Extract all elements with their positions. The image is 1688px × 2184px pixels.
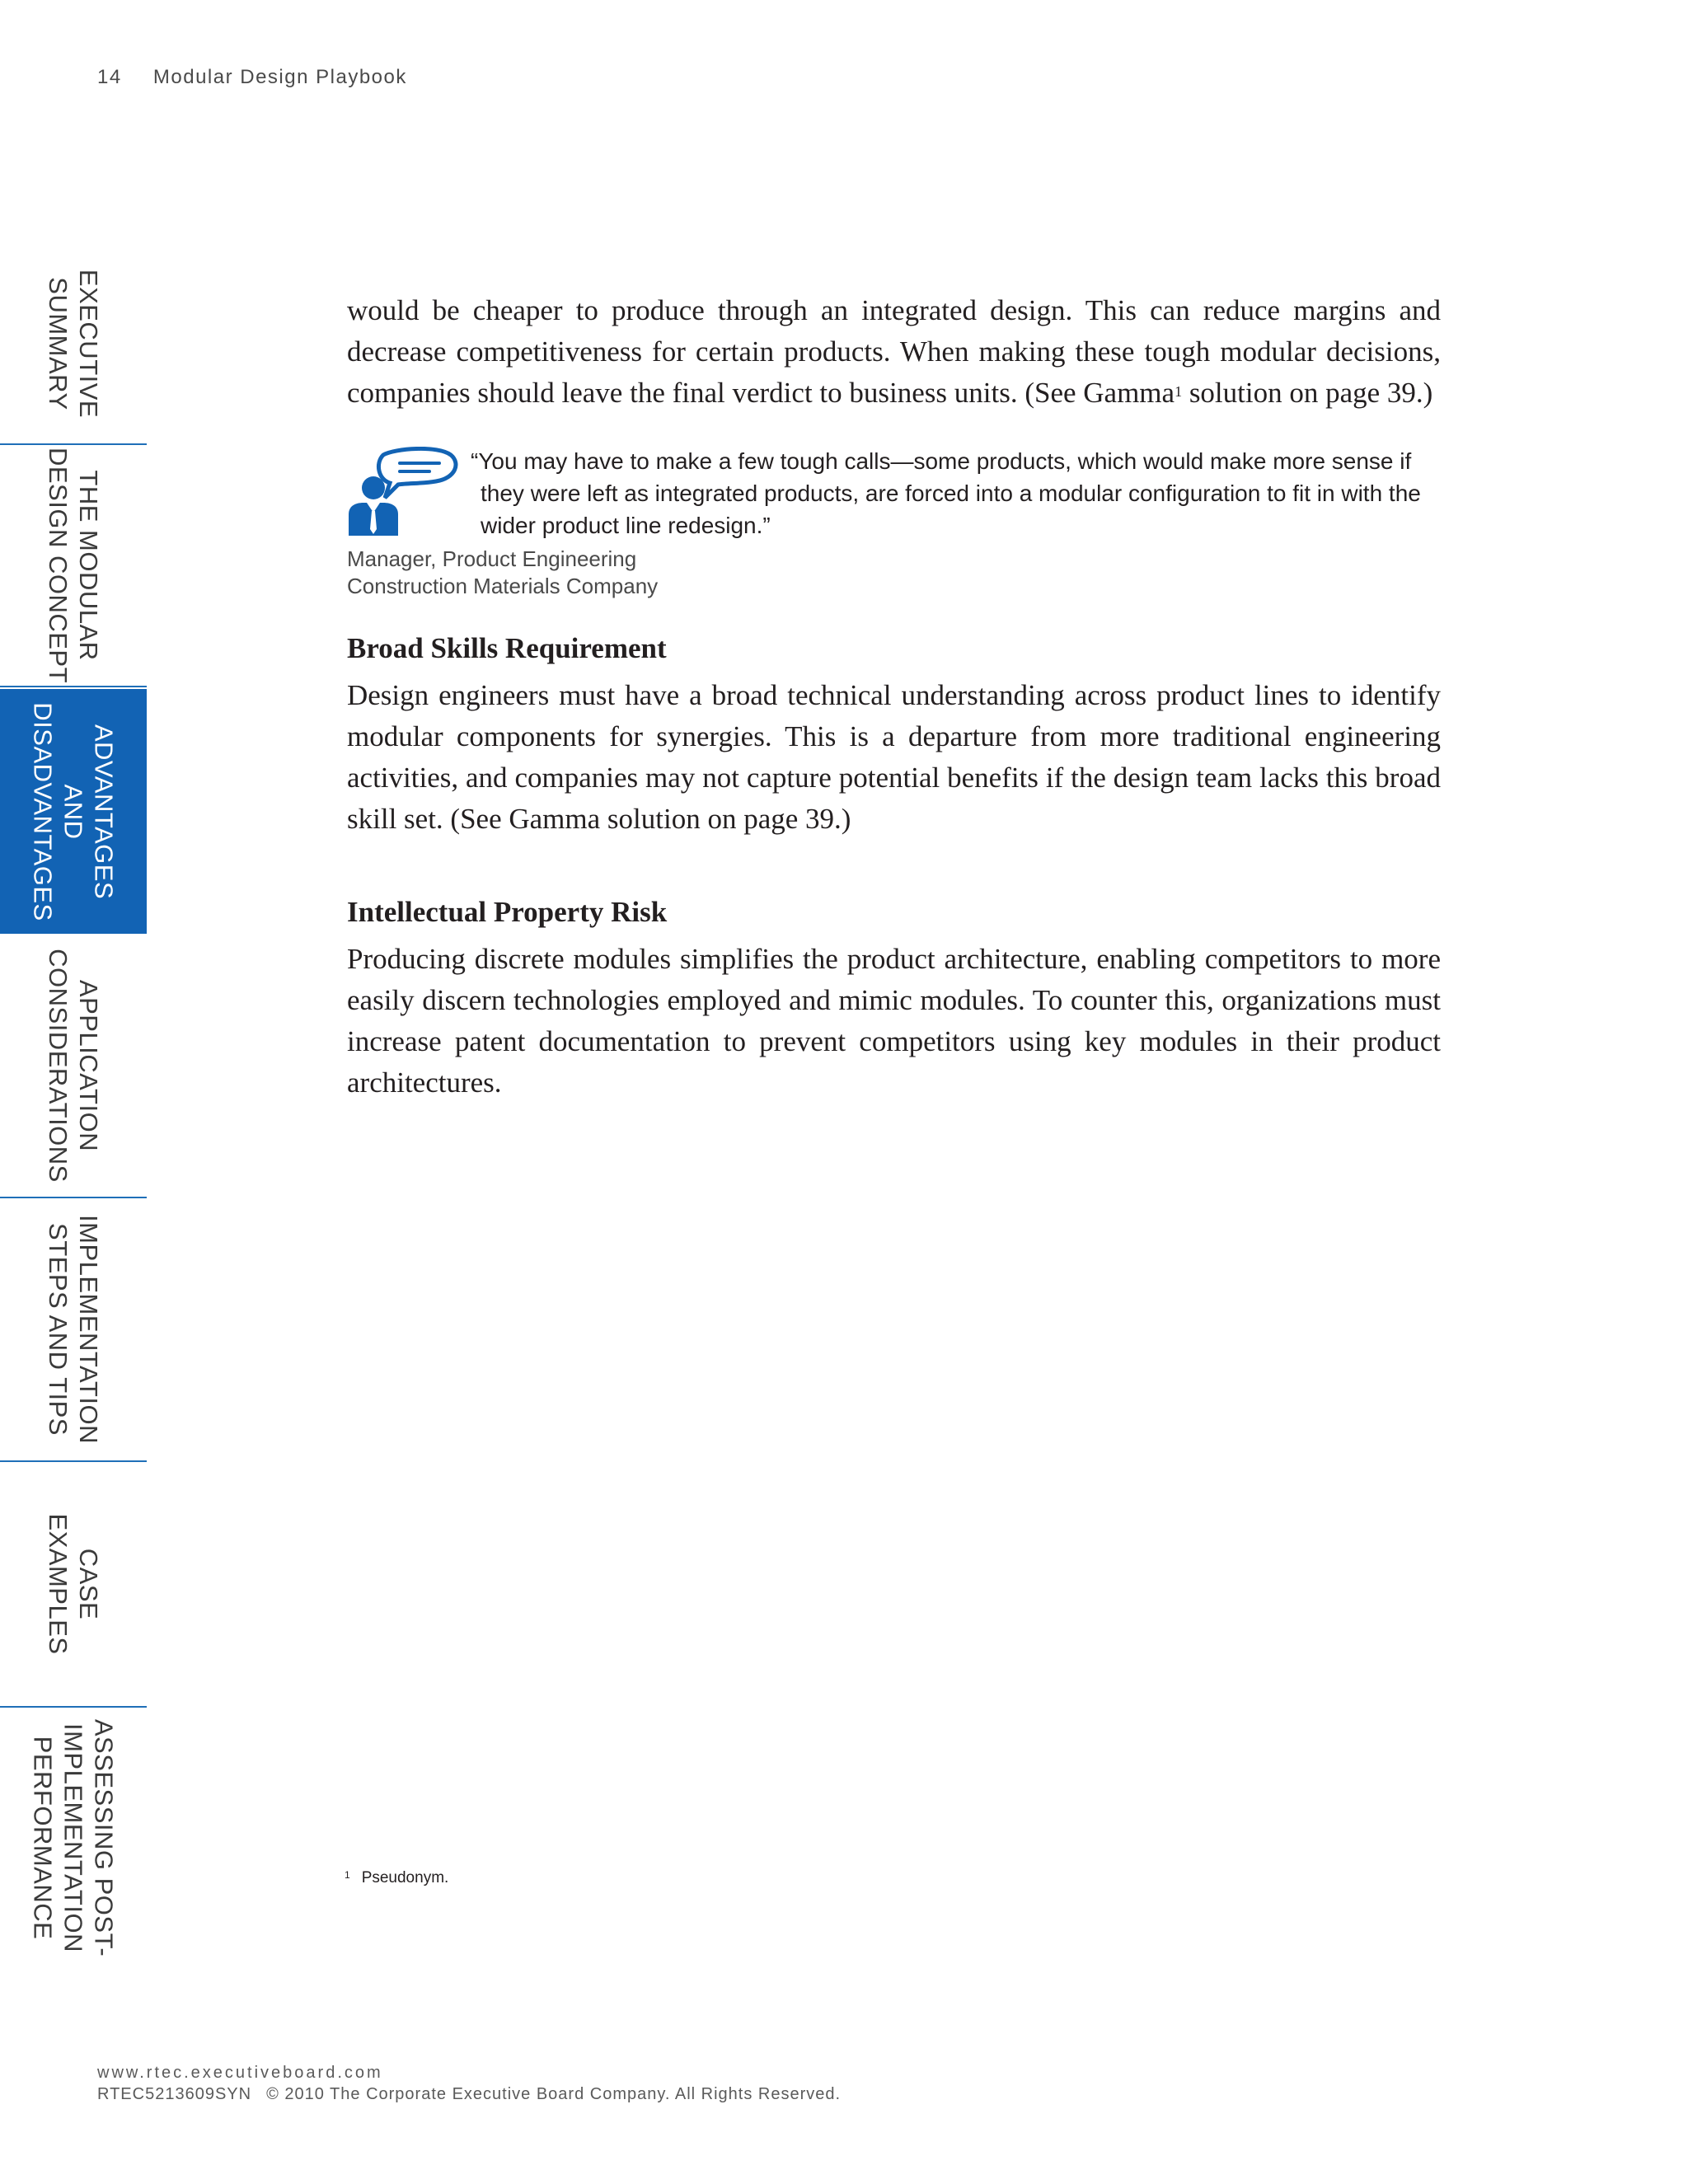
- tab-label: ADVANTAGES AND DISADVANTAGES: [28, 701, 119, 921]
- footer-url[interactable]: www.rtec.executiveboard.com: [97, 2064, 383, 2082]
- page-number: 14: [97, 66, 122, 88]
- intro-paragraph: would be cheaper to produce through an integrated design. This can reduce margins and decrease competitiveness for certain products. When making these tough modular decisions, companies should leave the final verdict to business units. (See Gamma$^1$ solution on page 39.): [347, 294, 1441, 409]
- footer-copyright: © 2010 The Corporate Executive Board Company. All Rights Reserved.: [266, 2085, 842, 2103]
- tab-case-examples[interactable]: [0, 1462, 147, 1708]
- tab-advantages-disadvantages[interactable]: [0, 689, 147, 934]
- section-body-broad-skills: Design engineers must have a broad technical understanding across product lines to identify modular components for synergies. This is a departure from more traditional engineering activities, and companies may not capture potential benefits if the design team lacks this broad skill set. (See Gamma solution on page 39.): [347, 679, 1441, 835]
- tab-label: EXECUTIVE SUMMARY: [44, 269, 103, 418]
- attribution-org: Construction Materials Company: [347, 574, 659, 598]
- footnote: [345, 1869, 448, 1887]
- tab-modular-design-concept[interactable]: [0, 445, 147, 687]
- quote-block: [347, 445, 1441, 598]
- tab-executive-summary[interactable]: [0, 243, 147, 445]
- footer-code: RTEC5213609SYN: [97, 2085, 252, 2103]
- main-content: [347, 290, 1441, 1104]
- quote-text: “You may have to make a few tough calls—some products, which would make more sense if they were left as integrated products, are forced into a modular configuration to fit in with the wider product line redesign.”: [471, 448, 1421, 538]
- section-heading-broad-skills: Broad Skills Requirement: [347, 632, 667, 664]
- speaker-icon: [347, 447, 459, 537]
- document-title: Modular Design Playbook: [152, 66, 407, 88]
- tab-application-considerations[interactable]: [0, 934, 147, 1198]
- footnote-text: Pseudonym.: [361, 1869, 449, 1886]
- footnote-ref: 1: [1175, 383, 1183, 400]
- tab-label: ASSESSING POST- IMPLEMENTATION PERFORMANCE: [28, 1718, 119, 1957]
- tab-label: APPLICATION CONSIDERATIONS: [44, 948, 103, 1183]
- attribution-role: Manager, Product Engineering: [347, 546, 637, 571]
- tab-label: CASE EXAMPLES: [44, 1513, 103, 1655]
- tab-assessing-performance[interactable]: [0, 1708, 147, 1968]
- tab-label: IMPLEMENTATION STEPS AND TIPS: [44, 1215, 103, 1444]
- section-heading-ip-risk: Intellectual Property Risk: [347, 896, 668, 928]
- section-body-ip-risk: Producing discrete modules simplifies the product architecture, enabling competitors to more easily discern technologies employed and mimic modules. To counter this, organizations must increase patent documentation to prevent competitors using key modules in their product architectures.: [347, 943, 1441, 1099]
- running-header: [97, 66, 407, 89]
- page-footer: [97, 2062, 841, 2105]
- footnote-number: 1: [345, 1869, 350, 1881]
- tab-label: THE MODULAR DESIGN CONCEPT: [44, 447, 103, 684]
- footer-copyright-line: [97, 2083, 841, 2105]
- quote-attribution: [347, 546, 658, 600]
- tab-implementation-steps[interactable]: [0, 1198, 147, 1462]
